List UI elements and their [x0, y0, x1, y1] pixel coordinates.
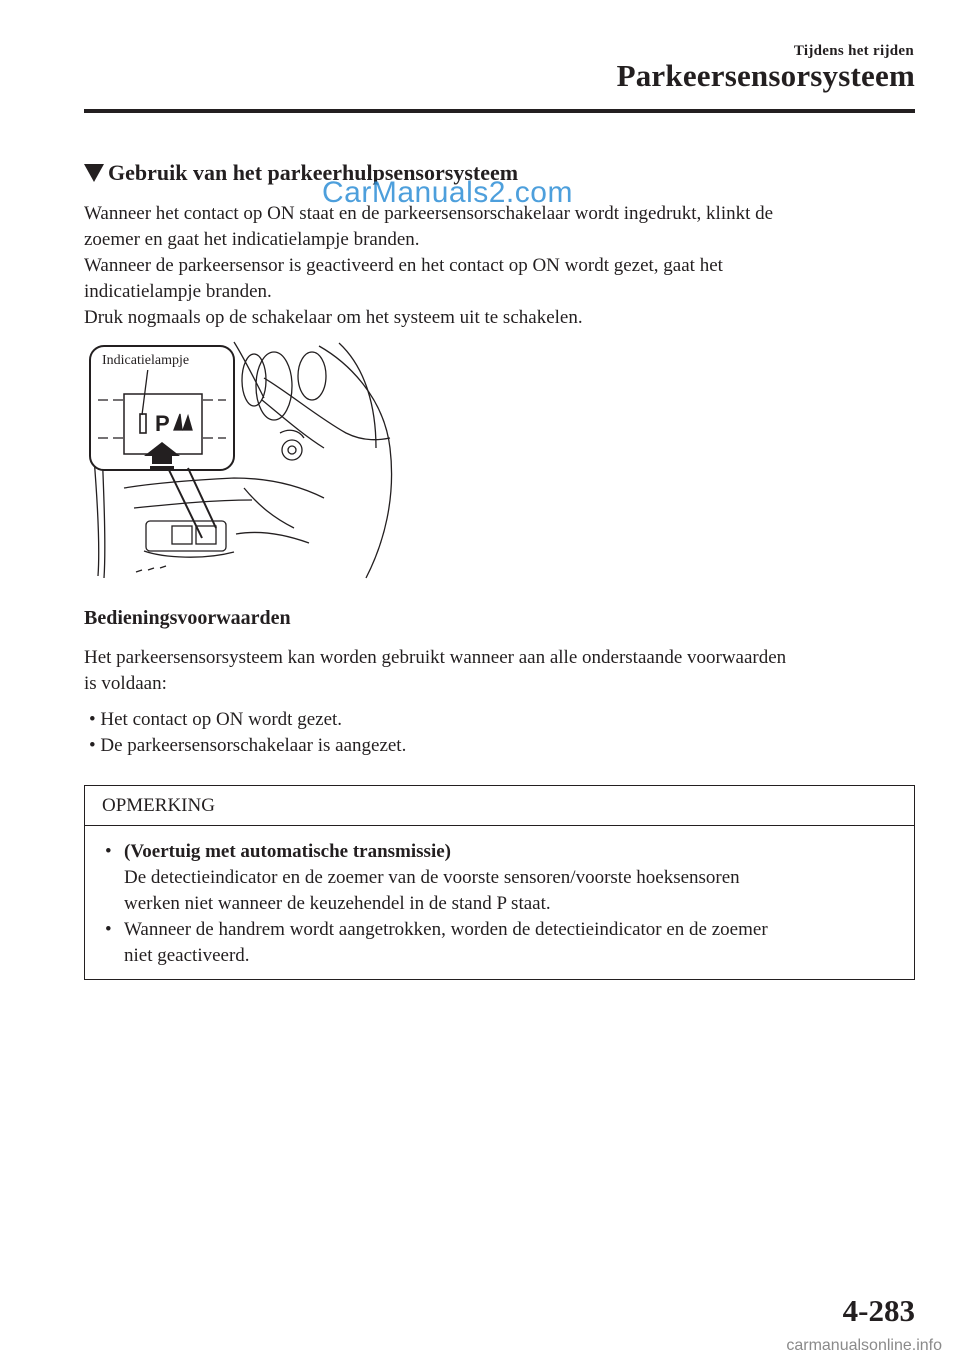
- note-item-line: werken niet wanneer de keuzehendel in de stand P staat.: [124, 893, 551, 914]
- conditions-intro-line: Het parkeersensorsysteem kan worden gebruikt wanneer aan alle onderstaande voorwaarden: [84, 647, 787, 668]
- chapter-label: Tijdens het rijden: [793, 43, 914, 59]
- intro-line: indicatielampje branden.: [84, 281, 272, 302]
- note-item-bold: (Voertuig met automatische transmissie): [124, 841, 451, 862]
- header-rule: [84, 109, 915, 113]
- note-item-line: Wanneer de handrem wordt aangetrokken, worden de detectieindicator en de zoemer: [124, 919, 768, 940]
- intro-line: Wanneer het contact op ON staat en de parkeersensorschakelaar wordt ingedrukt, klinkt de: [84, 203, 774, 224]
- note-title: OPMERKING: [85, 786, 914, 826]
- dashboard-drawing: [84, 338, 400, 586]
- conditions-list: [84, 707, 914, 759]
- intro-line: Wanneer de parkeersensor is geactiveerd en het contact op ON wordt gezet, gaat het: [84, 255, 723, 276]
- watermark-logo: CarManuals2.com: [322, 176, 573, 209]
- note-box: [84, 785, 915, 980]
- page-number: 4-283: [842, 1293, 915, 1328]
- conditions-intro-line: is voldaan:: [84, 673, 167, 694]
- conditions-heading: Bedieningsvoorwaarden: [84, 607, 291, 629]
- note-body: [85, 826, 914, 969]
- intro-line: zoemer en gaat het indicatielampje branden.: [84, 229, 420, 250]
- parking-switch-glyph: P: [155, 411, 170, 436]
- triangle-marker-icon: [84, 164, 104, 182]
- intro-line: Druk nogmaals op de schakelaar om het systeem uit te schakelen.: [84, 307, 583, 328]
- note-item: [85, 839, 914, 917]
- note-item-line: niet geactiveerd.: [124, 945, 250, 966]
- note-item-line: De detectieindicator en de zoemer van de voorste sensoren/voorste hoeksensoren: [124, 867, 740, 888]
- intro-paragraph: [84, 201, 919, 331]
- dashboard-illustration: [84, 338, 400, 586]
- footer-site-link[interactable]: carmanualsonline.info: [786, 1337, 942, 1354]
- section-heading-text: Gebruik van het parkeerhulpsensorsysteem: [108, 160, 519, 185]
- bullet-icon: •: [105, 919, 112, 940]
- page-title: Parkeersensorsysteem: [616, 58, 915, 93]
- note-item: [85, 917, 914, 969]
- conditions-intro: [84, 645, 919, 697]
- conditions-list-item: • Het contact op ON wordt gezet.: [89, 709, 343, 730]
- indicator-lamp-label: Indicatielampje: [102, 353, 190, 368]
- bullet-icon: •: [105, 841, 112, 862]
- conditions-list-item: • De parkeersensorschakelaar is aangezet.: [89, 735, 407, 756]
